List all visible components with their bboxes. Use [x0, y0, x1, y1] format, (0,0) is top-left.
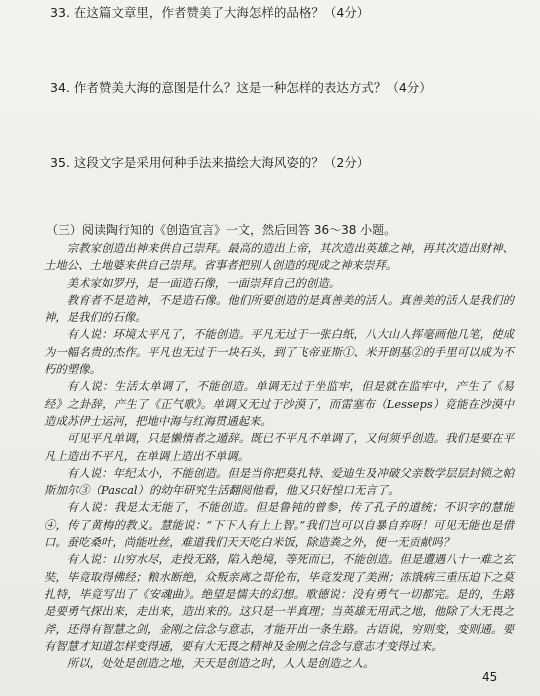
passage-paragraph: 可见平凡单调，只是懒惰者之遁辞。既已不平凡不单调了，又何须乎创造。我们是要在平凡上造出不平凡，在单调上造出不单调。 — [44, 431, 514, 463]
passage-paragraph: 有人说：山穷水尽，走投无路，陷入绝境，等死而已，不能创造。但是遭遇八十一难之玄奘，毕竟取得佛经；粮水断绝，众叛亲离之哥伦布，毕竟发现了美洲；冻饿病三重压迫下之莫扎特，毕竟写出了《安魂曲》。绝望是懦夫的幻想。歌德说：没有勇气一切都完。是的，生路是要勇气探出来，走出来，造出来的。这只是一半真理；当英雄无用武之地，他除了大无畏之斧，还得有智慧之剑，金刚之信念与意志，才能开出一条生路。古语说，穷则变，变则通。要有智慧才知道怎样变得通，要有大无畏之精神及金刚之信念与意志才变得过来。 — [44, 552, 514, 653]
passage-paragraph: 有人说：我是太无能了，不能创造。但是鲁钝的曾参，传了孔子的道统；不识字的慧能④，传了黄梅的教义。慧能说：“下下人有上上智。”我们岂可以自暴自弃呀！可见无能也是借口。蚕吃桑叶，尚能吐丝，难道我们天天吃白米饭，除造粪之外，便一无贡献吗？ — [44, 500, 514, 550]
question-34: 34. 作者赞美大海的意图是什么？这是一种怎样的表达方式？（4分） — [50, 80, 432, 95]
passage-paragraph: 宗教家创造出神来供自己崇拜。最高的造出上帝，其次造出英雄之神，再其次造出财神、土地公、土地婆来供自己崇拜。省事者把别人创造的现成之神来崇拜。 — [44, 241, 514, 273]
passage-paragraph: 有人说：年纪太小，不能创造。但是当你把莫扎特、爱迪生及冲破父亲数学层层封锁之帕斯加尔③（Pascal）的幼年研究生活翻阅他看，他又只好惶口无言了。 — [44, 465, 514, 498]
passage-paragraph: 有人说：生活太单调了，不能创造。单调无过于坐监牢，但是就在监牢中，产生了《易经》之卦辞，产生了《正气歌》。单调又无过于沙漠了，而雷塞布（Lesseps）竟能在沙漠中造成苏伊士运河，把地中海与红海贯通起来。 — [44, 379, 514, 428]
passage-paragraph: 美术家如罗丹，是一面造石像，一面崇拜自己的创造。 — [66, 275, 341, 290]
section-title: （三）阅读陶行知的《创造宣言》一文，然后回答 36～38 小题。 — [46, 223, 397, 237]
passage-paragraph: 有人说：环境太平凡了，不能创造。平凡无过于一张白纸，八大山人挥毫画他几笔，使成为一幅名贵的杰作。平凡也无过于一块石头，到了飞帝亚斯①、米开朗基②的手里可以成为不朽的塑像。 — [44, 327, 514, 377]
passage-paragraph: 教育者不是造神，不是造石像。他们所要创造的是真善美的活人。真善美的活人是我们的神，是我们的石像。 — [44, 292, 514, 325]
passage-paragraph: 所以，处处是创造之地，天天是创造之时，人人是创造之人。 — [66, 656, 375, 671]
question-35: 35. 这段文字是采用何种手法来描绘大海风姿的？（2分） — [50, 155, 370, 170]
page-number: 45 — [482, 670, 498, 684]
question-33: 33. 在这篇文章里，作者赞美了大海怎样的品格？（4分） — [50, 5, 370, 20]
reading-passage — [44, 240, 514, 672]
